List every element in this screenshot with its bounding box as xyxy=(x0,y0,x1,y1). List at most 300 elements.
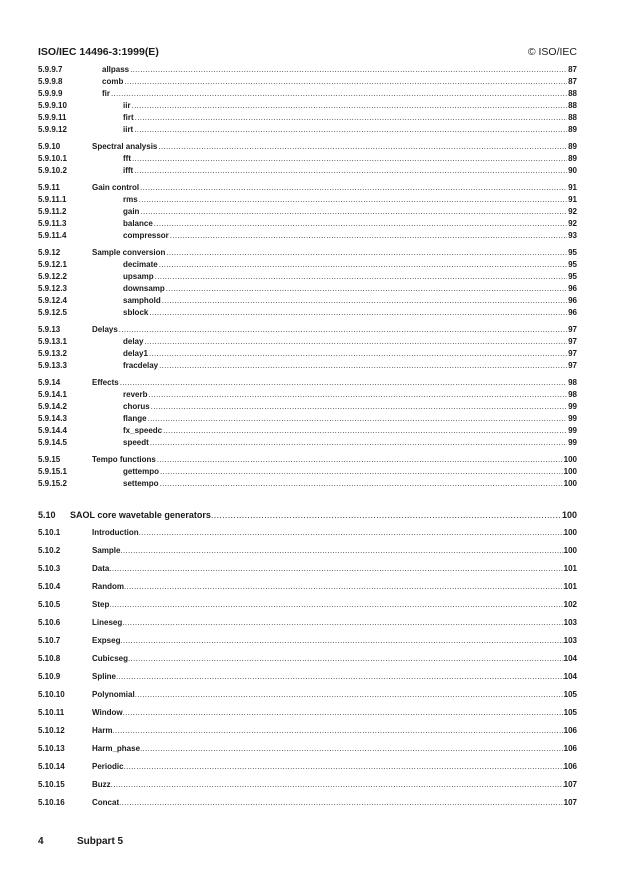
dot-leader xyxy=(155,271,567,283)
toc-entry[interactable] xyxy=(38,524,577,542)
toc-entry[interactable] xyxy=(38,76,577,88)
entry-number: 5.9.14.2 xyxy=(38,402,67,411)
entry-leader xyxy=(123,466,577,478)
entry-leader xyxy=(123,401,577,413)
dot-leader xyxy=(148,389,567,401)
entry-number: 5.9.11.3 xyxy=(38,219,67,228)
dot-leader xyxy=(120,632,563,650)
entry-title: Window xyxy=(92,708,123,717)
entry-title: samphold xyxy=(123,296,161,305)
entry-title: Spline xyxy=(92,672,117,681)
entry-page: 88 xyxy=(568,101,577,110)
dot-leader xyxy=(211,508,562,522)
entry-title: Sample xyxy=(92,546,121,555)
entry-page: 98 xyxy=(568,378,577,387)
dot-leader xyxy=(132,100,568,112)
dot-leader xyxy=(150,437,567,449)
subpart-label: Subpart 5 xyxy=(77,836,124,847)
dot-leader xyxy=(124,578,564,596)
entry-title: delay1 xyxy=(123,349,148,358)
entry-leader xyxy=(92,578,577,596)
entry-leader xyxy=(123,348,577,360)
toc-entry[interactable] xyxy=(38,100,577,112)
entry-number: 5.9.9.8 xyxy=(38,77,63,86)
entry-title: balance xyxy=(123,219,153,228)
entry-page: 92 xyxy=(568,207,577,216)
entry-page: 98 xyxy=(568,390,577,399)
entry-title: comb xyxy=(102,77,124,86)
entry-number: 5.9.13.1 xyxy=(38,337,67,346)
toc-entry[interactable] xyxy=(38,153,577,165)
entry-number: 5.10.8 xyxy=(38,654,61,663)
entry-title: Spectral analysis xyxy=(92,142,158,151)
toc-entry[interactable] xyxy=(38,722,577,740)
entry-page: 87 xyxy=(568,77,577,86)
entry-number: 5.9.14.4 xyxy=(38,426,67,435)
entry-page: 101 xyxy=(563,582,577,591)
entry-leader xyxy=(123,100,577,112)
entry-title: iirt xyxy=(123,125,134,134)
entry-number: 5.9.11.2 xyxy=(38,207,67,216)
entry-number: 5.9.14.1 xyxy=(38,390,67,399)
entry-title: Expseg xyxy=(92,636,121,645)
entry-title: fft xyxy=(123,154,131,163)
entry-page: 96 xyxy=(568,284,577,293)
toc-entry[interactable] xyxy=(38,182,577,194)
standard-identifier: ISO/IEC 14496-3:1999(E) xyxy=(38,46,159,58)
entry-page: 91 xyxy=(568,183,577,192)
entry-page: 95 xyxy=(568,260,577,269)
entry-page: 96 xyxy=(568,308,577,317)
toc-entry[interactable] xyxy=(38,283,577,295)
entry-title: Periodic xyxy=(92,762,124,771)
toc-entry[interactable] xyxy=(38,206,577,218)
entry-leader xyxy=(92,454,577,466)
entry-number: 5.9.10.2 xyxy=(38,166,67,175)
entry-number: 5.9.13.2 xyxy=(38,349,67,358)
dot-leader xyxy=(160,466,563,478)
entry-title: gain xyxy=(123,207,140,216)
toc-entry[interactable] xyxy=(38,360,577,372)
entry-title: Tempo functions xyxy=(92,455,156,464)
toc-entry[interactable] xyxy=(38,425,577,437)
dot-leader xyxy=(139,194,567,206)
toc-entry[interactable] xyxy=(38,542,577,560)
dot-leader xyxy=(149,307,567,319)
dot-leader xyxy=(119,324,567,336)
toc-entry[interactable] xyxy=(38,478,577,490)
entry-leader xyxy=(102,88,577,100)
entry-page: 100 xyxy=(563,546,577,555)
toc-entry[interactable] xyxy=(38,230,577,242)
entry-page: 97 xyxy=(568,337,577,346)
dot-leader xyxy=(109,596,563,614)
entry-leader xyxy=(102,76,577,88)
entry-number: 5.9.14.3 xyxy=(38,414,67,423)
dot-leader xyxy=(134,165,567,177)
toc-entry[interactable] xyxy=(38,454,577,466)
entry-number: 5.10.5 xyxy=(38,600,61,609)
entry-title: compressor xyxy=(123,231,169,240)
entry-leader xyxy=(123,259,577,271)
toc-entry[interactable] xyxy=(38,632,577,650)
dot-leader xyxy=(166,283,567,295)
entry-leader xyxy=(92,704,577,722)
entry-page: 99 xyxy=(568,402,577,411)
entry-leader xyxy=(123,478,577,490)
entry-title: Introduction xyxy=(92,528,139,537)
entry-title: chorus xyxy=(123,402,150,411)
dot-leader xyxy=(135,112,567,124)
entry-leader xyxy=(92,141,577,153)
entry-number: 5.10.10 xyxy=(38,690,65,699)
toc-entry[interactable] xyxy=(38,686,577,704)
toc-entry[interactable] xyxy=(38,124,577,136)
entry-leader xyxy=(92,794,577,812)
entry-title: delay xyxy=(123,337,144,346)
entry-page: 104 xyxy=(563,654,577,663)
dot-leader xyxy=(166,247,567,259)
entry-title: settempo xyxy=(123,479,159,488)
entry-title: Random xyxy=(92,582,124,591)
dot-leader xyxy=(139,524,564,542)
toc-entry[interactable] xyxy=(38,776,577,794)
entry-page: 101 xyxy=(563,564,577,573)
toc-entry[interactable] xyxy=(38,704,577,722)
dot-leader xyxy=(162,295,567,307)
entry-leader xyxy=(92,247,577,259)
entry-page: 89 xyxy=(568,154,577,163)
entry-leader xyxy=(123,360,577,372)
entry-page: 103 xyxy=(563,636,577,645)
entry-number: 5.9.12.3 xyxy=(38,284,67,293)
entry-leader xyxy=(92,560,577,578)
entry-number: 5.9.10.1 xyxy=(38,154,67,163)
entry-leader xyxy=(92,668,577,686)
dot-leader xyxy=(111,776,564,794)
entry-leader xyxy=(123,271,577,283)
entry-page: 97 xyxy=(568,361,577,370)
entry-number: 5.10.9 xyxy=(38,672,61,681)
dot-leader xyxy=(116,668,564,686)
toc-entry[interactable] xyxy=(38,218,577,230)
entry-title: speedt xyxy=(123,438,149,447)
copyright-notice: © ISO/IEC xyxy=(527,46,577,58)
toc-entry[interactable] xyxy=(38,668,577,686)
toc-entry[interactable] xyxy=(38,64,577,76)
entry-title: decimate xyxy=(123,260,158,269)
toc-entry[interactable] xyxy=(38,112,577,124)
entry-page: 105 xyxy=(563,708,577,717)
entry-page: 93 xyxy=(568,231,577,240)
entry-page: 97 xyxy=(568,325,577,334)
entry-title: Buzz xyxy=(92,780,111,789)
entry-number: 5.9.11.1 xyxy=(38,195,67,204)
dot-leader xyxy=(128,650,564,668)
entry-page: 88 xyxy=(568,89,577,98)
entry-leader xyxy=(123,206,577,218)
entry-page: 107 xyxy=(563,798,577,807)
entry-leader xyxy=(123,230,577,242)
entry-title: Sample conversion xyxy=(92,248,166,257)
entry-number: 5.10.16 xyxy=(38,798,65,807)
page-number: 4 xyxy=(38,836,44,847)
entry-title: reverb xyxy=(123,390,148,399)
toc-entry[interactable] xyxy=(38,165,577,177)
entry-page: 103 xyxy=(563,618,577,627)
entry-number: 5.9.15.1 xyxy=(38,467,67,476)
table-of-contents xyxy=(38,64,577,812)
dot-leader xyxy=(112,722,563,740)
entry-number: 5.9.13.3 xyxy=(38,361,67,370)
entry-leader xyxy=(92,758,577,776)
dot-leader xyxy=(144,336,567,348)
toc-entry[interactable] xyxy=(38,141,577,153)
entry-number: 5.10.11 xyxy=(38,708,65,717)
dot-leader xyxy=(157,454,563,466)
entry-leader xyxy=(123,283,577,295)
entry-leader xyxy=(123,153,577,165)
dot-leader xyxy=(120,542,563,560)
entry-title: iir xyxy=(123,101,131,110)
toc-entry[interactable] xyxy=(38,271,577,283)
toc-entry[interactable] xyxy=(38,336,577,348)
entry-page: 99 xyxy=(568,426,577,435)
dot-leader xyxy=(163,425,567,437)
entry-page: 105 xyxy=(563,690,577,699)
dot-leader xyxy=(130,64,567,76)
toc-entry[interactable] xyxy=(38,348,577,360)
toc-entry[interactable] xyxy=(38,401,577,413)
entry-page: 106 xyxy=(563,744,577,753)
dot-leader xyxy=(135,686,564,704)
entry-leader xyxy=(92,722,577,740)
entry-number: 5.9.15 xyxy=(38,455,61,464)
dot-leader xyxy=(149,348,567,360)
toc-entry[interactable] xyxy=(38,437,577,449)
entry-number: 5.10.15 xyxy=(38,780,65,789)
entry-title: Data xyxy=(92,564,110,573)
entry-page: 90 xyxy=(568,166,577,175)
entry-page: 99 xyxy=(568,414,577,423)
entry-number: 5.10.14 xyxy=(38,762,65,771)
entry-number: 5.9.10 xyxy=(38,142,61,151)
toc-entry[interactable] xyxy=(38,466,577,478)
dot-leader xyxy=(140,182,567,194)
entry-leader xyxy=(123,112,577,124)
toc-entry[interactable] xyxy=(38,194,577,206)
dot-leader xyxy=(159,259,567,271)
entry-title: Gain control xyxy=(92,183,140,192)
entry-leader xyxy=(92,324,577,336)
entry-leader xyxy=(92,650,577,668)
entry-page: 96 xyxy=(568,296,577,305)
dot-leader xyxy=(134,124,567,136)
dot-leader xyxy=(159,360,567,372)
toc-section-heading[interactable] xyxy=(38,508,577,522)
page-header xyxy=(38,46,577,60)
dot-leader xyxy=(148,413,568,425)
toc-entry[interactable] xyxy=(38,560,577,578)
dot-leader xyxy=(151,401,567,413)
entry-title: downsamp xyxy=(123,284,165,293)
entry-number: 5.10.12 xyxy=(38,726,65,735)
toc-entry[interactable] xyxy=(38,324,577,336)
entry-title: firt xyxy=(123,113,134,122)
dot-leader xyxy=(120,377,567,389)
entry-number: 5.9.9.10 xyxy=(38,101,67,110)
entry-page: 95 xyxy=(568,248,577,257)
dot-leader xyxy=(140,206,567,218)
entry-page: 104 xyxy=(563,672,577,681)
entry-number: 5.9.12.4 xyxy=(38,296,67,305)
entry-leader xyxy=(92,596,577,614)
entry-number: 5.9.13 xyxy=(38,325,61,334)
dot-leader xyxy=(170,230,567,242)
entry-title: Harm_phase xyxy=(92,744,141,753)
dot-leader xyxy=(124,76,567,88)
entry-page: 95 xyxy=(568,272,577,281)
entry-number: 5.10.1 xyxy=(38,528,61,537)
dot-leader xyxy=(122,614,563,632)
toc-entry[interactable] xyxy=(38,295,577,307)
entry-leader xyxy=(92,632,577,650)
entry-leader xyxy=(102,64,577,76)
entry-page: 88 xyxy=(568,113,577,122)
entry-number: 5.9.9.12 xyxy=(38,125,67,134)
entry-title: flange xyxy=(123,414,147,423)
entry-leader xyxy=(123,165,577,177)
entry-page: 89 xyxy=(568,142,577,151)
toc-entry[interactable] xyxy=(38,578,577,596)
dot-leader xyxy=(123,704,564,722)
entry-page: 107 xyxy=(563,780,577,789)
toc-entry[interactable] xyxy=(38,413,577,425)
entry-leader xyxy=(92,740,577,758)
entry-title: Polynomial xyxy=(92,690,135,699)
toc-entry[interactable] xyxy=(38,307,577,319)
entry-number: 5.10.4 xyxy=(38,582,61,591)
entry-page: 102 xyxy=(563,600,577,609)
toc-entry[interactable] xyxy=(38,88,577,100)
toc-entry[interactable] xyxy=(38,614,577,632)
entry-leader xyxy=(92,542,577,560)
dot-leader xyxy=(119,794,564,812)
entry-title: ifft xyxy=(123,166,134,175)
entry-title: Effects xyxy=(92,378,119,387)
entry-leader xyxy=(123,437,577,449)
dot-leader xyxy=(140,740,564,758)
entry-page: 92 xyxy=(568,219,577,228)
entry-title: fx_speedc xyxy=(123,426,163,435)
entry-leader xyxy=(123,307,577,319)
entry-title: fir xyxy=(102,89,110,98)
entry-title: Delays xyxy=(92,325,118,334)
dot-leader xyxy=(111,88,567,100)
entry-title: Step xyxy=(92,600,110,609)
entry-number: 5.9.14 xyxy=(38,378,61,387)
entry-number: 5.9.14.5 xyxy=(38,438,67,447)
entry-page: 100 xyxy=(563,479,577,488)
entry-title: allpass xyxy=(102,65,130,74)
entry-number: 5.9.12 xyxy=(38,248,61,257)
entry-page: 89 xyxy=(568,125,577,134)
entry-page: 100 xyxy=(563,528,577,537)
entry-title: SAOL core wavetable generators xyxy=(70,510,211,520)
entry-number: 5.9.12.1 xyxy=(38,260,67,269)
entry-leader xyxy=(92,614,577,632)
entry-leader xyxy=(123,194,577,206)
entry-leader xyxy=(123,413,577,425)
toc-entry[interactable] xyxy=(38,794,577,812)
entry-number: 5.10.6 xyxy=(38,618,61,627)
entry-number: 5.9.11 xyxy=(38,183,60,192)
entry-page: 106 xyxy=(563,762,577,771)
entry-page: 106 xyxy=(563,726,577,735)
entry-title: sblock xyxy=(123,308,149,317)
entry-title: Harm xyxy=(92,726,113,735)
entry-number: 5.9.15.2 xyxy=(38,479,67,488)
entry-title: Concat xyxy=(92,798,120,807)
toc-entry[interactable] xyxy=(38,259,577,271)
entry-leader xyxy=(92,524,577,542)
entry-page: 97 xyxy=(568,349,577,358)
entry-leader xyxy=(70,508,577,522)
entry-number: 5.9.11.4 xyxy=(38,231,67,240)
entry-number: 5.10.13 xyxy=(38,744,65,753)
entry-number: 5.9.12.2 xyxy=(38,272,67,281)
entry-leader xyxy=(92,377,577,389)
entry-page: 100 xyxy=(561,510,577,520)
entry-title: upsamp xyxy=(123,272,154,281)
entry-page: 100 xyxy=(563,455,577,464)
entry-leader xyxy=(123,295,577,307)
dot-leader xyxy=(132,153,567,165)
toc-entry[interactable] xyxy=(38,758,577,776)
dot-leader xyxy=(158,141,567,153)
entry-number: 5.10.3 xyxy=(38,564,61,573)
dot-leader xyxy=(109,560,563,578)
toc-entry[interactable] xyxy=(38,377,577,389)
entry-title: rms xyxy=(123,195,138,204)
dot-leader xyxy=(154,218,567,230)
dot-leader xyxy=(124,758,564,776)
entry-number: 5.9.9.9 xyxy=(38,89,63,98)
toc-entry[interactable] xyxy=(38,389,577,401)
toc-entry[interactable] xyxy=(38,247,577,259)
entry-leader xyxy=(123,425,577,437)
toc-entry[interactable] xyxy=(38,650,577,668)
entry-page: 99 xyxy=(568,438,577,447)
entry-number: 5.10 xyxy=(38,510,56,520)
entry-number: 5.9.9.7 xyxy=(38,65,63,74)
entry-number: 5.9.12.5 xyxy=(38,308,67,317)
entry-number: 5.9.9.11 xyxy=(38,113,67,122)
entry-number: 5.10.2 xyxy=(38,546,61,555)
entry-leader xyxy=(92,686,577,704)
entry-leader xyxy=(92,182,577,194)
dot-leader xyxy=(160,478,563,490)
entry-title: fracdelay xyxy=(123,361,159,370)
entry-leader xyxy=(123,218,577,230)
entry-leader xyxy=(123,124,577,136)
toc-entry[interactable] xyxy=(38,596,577,614)
entry-number: 5.10.7 xyxy=(38,636,61,645)
toc-entry[interactable] xyxy=(38,740,577,758)
entry-page: 100 xyxy=(563,467,577,476)
entry-page: 87 xyxy=(568,65,577,74)
entry-leader xyxy=(123,336,577,348)
